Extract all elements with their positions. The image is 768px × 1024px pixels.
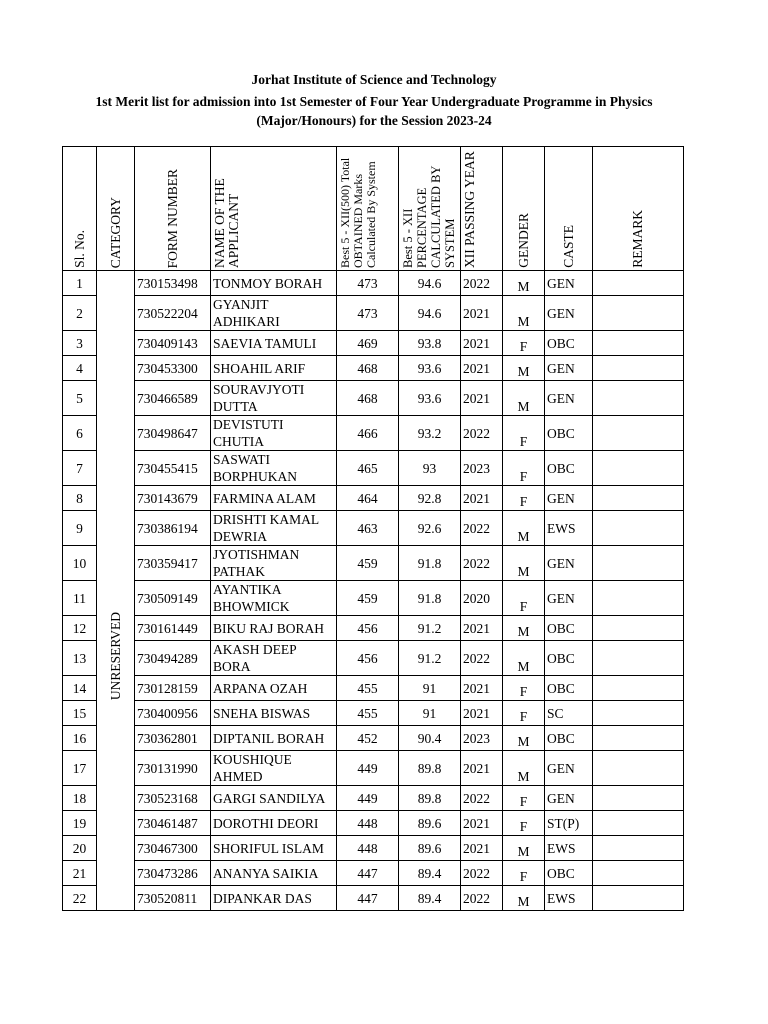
form-number-cell: 730461487	[135, 811, 211, 836]
applicant-name-cell: DRISHTI KAMAL DEWRIA	[211, 511, 337, 546]
marks-cell: 448	[337, 811, 399, 836]
caste-cell: OBC	[545, 416, 593, 451]
form-number-cell: 730522204	[135, 296, 211, 331]
percentage-cell: 91.8	[399, 546, 461, 581]
gender-cell: F	[503, 676, 545, 701]
percentage-cell: 89.6	[399, 836, 461, 861]
gender-cell: M	[503, 356, 545, 381]
caste-cell: OBC	[545, 331, 593, 356]
form-number-cell: 730494289	[135, 641, 211, 676]
passing-year-cell: 2022	[461, 861, 503, 886]
marks-cell: 456	[337, 616, 399, 641]
sl-cell: 6	[63, 416, 97, 451]
passing-year-cell: 2023	[461, 451, 503, 486]
form-number-cell: 730143679	[135, 486, 211, 511]
marks-cell: 447	[337, 886, 399, 911]
remark-cell	[593, 886, 684, 911]
form-number-cell: 730128159	[135, 676, 211, 701]
form-number-cell: 730498647	[135, 416, 211, 451]
form-number-cell: 730359417	[135, 546, 211, 581]
applicant-name-cell: DIPANKAR DAS	[211, 886, 337, 911]
sl-cell: 3	[63, 331, 97, 356]
caste-cell: GEN	[545, 381, 593, 416]
table-row	[63, 676, 684, 701]
percentage-cell: 93	[399, 451, 461, 486]
form-number-cell: 730467300	[135, 836, 211, 861]
gender-cell: F	[503, 451, 545, 486]
applicant-name-cell: SASWATI BORPHUKAN	[211, 451, 337, 486]
form-number-cell: 730455415	[135, 451, 211, 486]
gender-cell: F	[503, 701, 545, 726]
form-number-cell: 730509149	[135, 581, 211, 616]
gender-cell: M	[503, 271, 545, 296]
applicant-name-cell: TONMOY BORAH	[211, 271, 337, 296]
passing-year-cell: 2022	[461, 416, 503, 451]
applicant-name-cell: DEVISTUTI CHUTIA	[211, 416, 337, 451]
institute-title: Jorhat Institute of Science and Technology	[251, 72, 497, 87]
passing-year-cell: 2022	[461, 271, 503, 296]
table-row	[63, 381, 684, 416]
caste-cell: GEN	[545, 786, 593, 811]
gender-cell: M	[503, 616, 545, 641]
marks-cell: 465	[337, 451, 399, 486]
applicant-name-cell: SOURAVJYOTI DUTTA	[211, 381, 337, 416]
passing-year-cell: 2022	[461, 886, 503, 911]
applicant-name-cell: SHORIFUL ISLAM	[211, 836, 337, 861]
remark-cell	[593, 416, 684, 451]
gender-cell: F	[503, 786, 545, 811]
percentage-cell: 92.8	[399, 486, 461, 511]
caste-cell: GEN	[545, 271, 593, 296]
caste-cell: OBC	[545, 641, 593, 676]
percentage-cell: 89.8	[399, 751, 461, 786]
header-row	[63, 147, 684, 271]
applicant-name-cell: GYANJIT ADHIKARI	[211, 296, 337, 331]
gender-cell: M	[503, 886, 545, 911]
sl-cell: 22	[63, 886, 97, 911]
marks-cell: 448	[337, 836, 399, 861]
remark-cell	[593, 786, 684, 811]
remark-cell	[593, 511, 684, 546]
gender-cell: F	[503, 486, 545, 511]
marks-cell: 469	[337, 331, 399, 356]
table-row	[63, 331, 684, 356]
col-header-remark: REMARK	[593, 147, 684, 271]
caste-cell: GEN	[545, 486, 593, 511]
sl-cell: 17	[63, 751, 97, 786]
passing-year-cell: 2021	[461, 676, 503, 701]
remark-cell	[593, 296, 684, 331]
sl-cell: 11	[63, 581, 97, 616]
applicant-name-cell: GARGI SANDILYA	[211, 786, 337, 811]
applicant-name-cell: JYOTISHMAN PATHAK	[211, 546, 337, 581]
sl-cell: 18	[63, 786, 97, 811]
percentage-cell: 89.6	[399, 811, 461, 836]
marks-cell: 449	[337, 786, 399, 811]
remark-cell	[593, 641, 684, 676]
marks-cell: 455	[337, 701, 399, 726]
remark-cell	[593, 331, 684, 356]
passing-year-cell: 2021	[461, 331, 503, 356]
percentage-cell: 94.6	[399, 296, 461, 331]
remark-cell	[593, 676, 684, 701]
passing-year-cell: 2020	[461, 581, 503, 616]
passing-year-cell: 2022	[461, 546, 503, 581]
marks-cell: 449	[337, 751, 399, 786]
marks-cell: 468	[337, 381, 399, 416]
percentage-cell: 92.6	[399, 511, 461, 546]
col-header-name: NAME OF THE APPLICANT	[211, 147, 337, 271]
gender-cell: F	[503, 811, 545, 836]
passing-year-cell: 2021	[461, 381, 503, 416]
remark-cell	[593, 861, 684, 886]
form-number-cell: 730409143	[135, 331, 211, 356]
applicant-name-cell: FARMINA ALAM	[211, 486, 337, 511]
table-row	[63, 726, 684, 751]
category-value: UNRESERVED	[107, 611, 123, 700]
applicant-name-cell: BIKU RAJ BORAH	[211, 616, 337, 641]
percentage-cell: 89.4	[399, 886, 461, 911]
table-row	[63, 546, 684, 581]
form-number-cell: 730523168	[135, 786, 211, 811]
passing-year-cell: 2022	[461, 511, 503, 546]
sl-cell: 10	[63, 546, 97, 581]
gender-cell: M	[503, 296, 545, 331]
caste-cell: EWS	[545, 886, 593, 911]
applicant-name-cell: DIPTANIL BORAH	[211, 726, 337, 751]
sl-cell: 7	[63, 451, 97, 486]
caste-cell: GEN	[545, 751, 593, 786]
table-row	[63, 641, 684, 676]
percentage-cell: 93.2	[399, 416, 461, 451]
marks-cell: 447	[337, 861, 399, 886]
gender-cell: M	[503, 641, 545, 676]
remark-cell	[593, 616, 684, 641]
marks-cell: 459	[337, 546, 399, 581]
col-header-sl: Sl. No.	[63, 147, 97, 271]
caste-cell: OBC	[545, 726, 593, 751]
merit-list-session: (Major/Honours) for the Session 2023-24	[256, 113, 492, 128]
applicant-name-cell: ARPANA OZAH	[211, 676, 337, 701]
applicant-name-cell: DOROTHI DEORI	[211, 811, 337, 836]
table-row	[63, 701, 684, 726]
sl-cell: 19	[63, 811, 97, 836]
percentage-cell: 94.6	[399, 271, 461, 296]
table-row	[63, 296, 684, 331]
form-number-cell: 730131990	[135, 751, 211, 786]
col-header-caste: CASTE	[545, 147, 593, 271]
percentage-cell: 90.4	[399, 726, 461, 751]
remark-cell	[593, 356, 684, 381]
form-number-cell: 730473286	[135, 861, 211, 886]
passing-year-cell: 2021	[461, 751, 503, 786]
marks-cell: 473	[337, 296, 399, 331]
col-header-percentage: Best 5 - XII PERCENTAGE CALCULATED BY SYSTEM	[399, 147, 461, 271]
passing-year-cell: 2021	[461, 836, 503, 861]
marks-cell: 466	[337, 416, 399, 451]
passing-year-cell: 2022	[461, 786, 503, 811]
applicant-name-cell: SHOAHIL ARIF	[211, 356, 337, 381]
percentage-cell: 93.6	[399, 381, 461, 416]
remark-cell	[593, 701, 684, 726]
remark-cell	[593, 751, 684, 786]
percentage-cell: 91	[399, 701, 461, 726]
passing-year-cell: 2021	[461, 701, 503, 726]
table-row	[63, 271, 684, 296]
remark-cell	[593, 486, 684, 511]
caste-cell: GEN	[545, 296, 593, 331]
percentage-cell: 89.8	[399, 786, 461, 811]
table-row	[63, 616, 684, 641]
table-row	[63, 416, 684, 451]
sl-cell: 20	[63, 836, 97, 861]
caste-cell: EWS	[545, 511, 593, 546]
sl-cell: 21	[63, 861, 97, 886]
marks-cell: 456	[337, 641, 399, 676]
merit-list-title: 1st Merit list for admission into 1st Semester of Four Year Undergraduate Programme in Physics	[95, 94, 653, 109]
table-row	[63, 836, 684, 861]
marks-cell: 463	[337, 511, 399, 546]
form-number-cell: 730400956	[135, 701, 211, 726]
gender-cell: F	[503, 331, 545, 356]
col-header-passing-year: XII PASSING YEAR	[461, 147, 503, 271]
sl-cell: 2	[63, 296, 97, 331]
sl-cell: 14	[63, 676, 97, 701]
sl-cell: 9	[63, 511, 97, 546]
caste-cell: OBC	[545, 676, 593, 701]
sl-cell: 8	[63, 486, 97, 511]
applicant-name-cell: SAEVIA TAMULI	[211, 331, 337, 356]
remark-cell	[593, 726, 684, 751]
table-row	[63, 811, 684, 836]
marks-cell: 455	[337, 676, 399, 701]
remark-cell	[593, 546, 684, 581]
table-row	[63, 886, 684, 911]
form-number-cell: 730520811	[135, 886, 211, 911]
table-row	[63, 511, 684, 546]
sl-cell: 5	[63, 381, 97, 416]
applicant-name-cell: KOUSHIQUE AHMED	[211, 751, 337, 786]
form-number-cell: 730362801	[135, 726, 211, 751]
merit-table	[62, 146, 684, 911]
gender-cell: M	[503, 511, 545, 546]
caste-cell: GEN	[545, 356, 593, 381]
sl-cell: 12	[63, 616, 97, 641]
col-header-marks: Best 5 - XII(500) Total OBTAINED Marks Calculated By System	[337, 147, 399, 271]
percentage-cell: 91.2	[399, 641, 461, 676]
marks-cell: 473	[337, 271, 399, 296]
remark-cell	[593, 381, 684, 416]
gender-cell: M	[503, 726, 545, 751]
percentage-cell: 89.4	[399, 861, 461, 886]
table-row	[63, 751, 684, 786]
applicant-name-cell: ANANYA SAIKIA	[211, 861, 337, 886]
caste-cell: EWS	[545, 836, 593, 861]
marks-cell: 464	[337, 486, 399, 511]
caste-cell: OBC	[545, 616, 593, 641]
caste-cell: SC	[545, 701, 593, 726]
gender-cell: M	[503, 836, 545, 861]
col-header-category: CATEGORY	[97, 147, 135, 271]
table-row	[63, 356, 684, 381]
passing-year-cell: 2021	[461, 356, 503, 381]
passing-year-cell: 2021	[461, 486, 503, 511]
form-number-cell: 730453300	[135, 356, 211, 381]
caste-cell: GEN	[545, 581, 593, 616]
remark-cell	[593, 836, 684, 861]
sl-cell: 1	[63, 271, 97, 296]
percentage-cell: 93.6	[399, 356, 461, 381]
table-row	[63, 581, 684, 616]
remark-cell	[593, 581, 684, 616]
percentage-cell: 91.2	[399, 616, 461, 641]
applicant-name-cell: AYANTIKA BHOWMICK	[211, 581, 337, 616]
passing-year-cell: 2022	[461, 641, 503, 676]
remark-cell	[593, 271, 684, 296]
remark-cell	[593, 451, 684, 486]
caste-cell: GEN	[545, 546, 593, 581]
col-header-gender: GENDER	[503, 147, 545, 271]
form-number-cell: 730466589	[135, 381, 211, 416]
caste-cell: OBC	[545, 451, 593, 486]
table-row	[63, 786, 684, 811]
gender-cell: F	[503, 581, 545, 616]
form-number-cell: 730153498	[135, 271, 211, 296]
percentage-cell: 91.8	[399, 581, 461, 616]
passing-year-cell: 2021	[461, 811, 503, 836]
gender-cell: F	[503, 861, 545, 886]
col-header-form-number: FORM NUMBER	[135, 147, 211, 271]
marks-cell: 452	[337, 726, 399, 751]
applicant-name-cell: SNEHA BISWAS	[211, 701, 337, 726]
form-number-cell: 730386194	[135, 511, 211, 546]
sl-cell: 13	[63, 641, 97, 676]
gender-cell: F	[503, 416, 545, 451]
sl-cell: 4	[63, 356, 97, 381]
caste-cell: OBC	[545, 861, 593, 886]
sl-cell: 15	[63, 701, 97, 726]
category-cell	[97, 271, 135, 911]
percentage-cell: 93.8	[399, 331, 461, 356]
marks-cell: 459	[337, 581, 399, 616]
table-row	[63, 861, 684, 886]
passing-year-cell: 2021	[461, 296, 503, 331]
passing-year-cell: 2021	[461, 616, 503, 641]
caste-cell: ST(P)	[545, 811, 593, 836]
form-number-cell: 730161449	[135, 616, 211, 641]
gender-cell: M	[503, 751, 545, 786]
applicant-name-cell: AKASH DEEP BORA	[211, 641, 337, 676]
gender-cell: M	[503, 546, 545, 581]
table-row	[63, 486, 684, 511]
sl-cell: 16	[63, 726, 97, 751]
marks-cell: 468	[337, 356, 399, 381]
passing-year-cell: 2023	[461, 726, 503, 751]
gender-cell: M	[503, 381, 545, 416]
percentage-cell: 91	[399, 676, 461, 701]
table-row	[63, 451, 684, 486]
remark-cell	[593, 811, 684, 836]
